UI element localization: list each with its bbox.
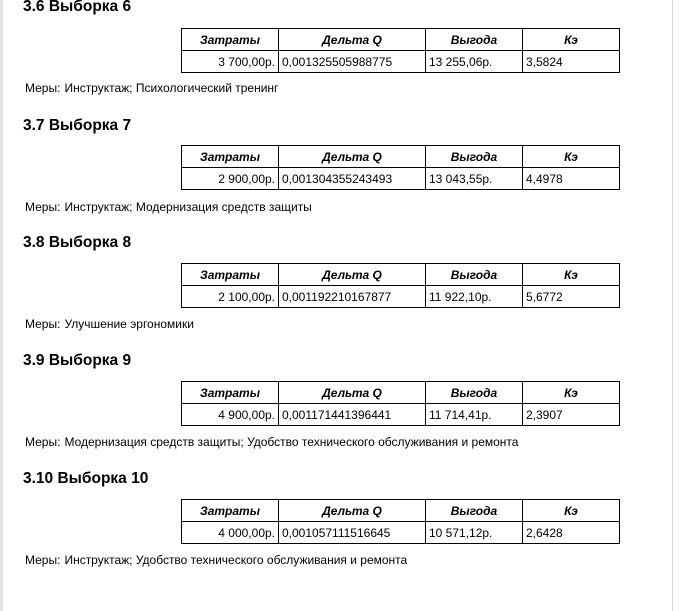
measures-label: Меры: (25, 317, 61, 331)
section-title: 3.7 Выборка 7 (23, 117, 132, 134)
measures-label: Меры: (25, 200, 61, 214)
table-row (182, 286, 620, 308)
cell-ke: 3,5824 (523, 51, 620, 73)
cell-ke: 5,6772 (523, 286, 620, 308)
cell-benefit: 11 714,41р. (426, 404, 523, 426)
cell-ke: 2,6428 (523, 522, 620, 544)
cell-delta-q: 0,001171441396441 (279, 404, 426, 426)
page-right-border (672, 0, 673, 611)
table-header-row (182, 500, 620, 522)
measures-line (25, 81, 278, 95)
column-header-ke: Кэ (523, 500, 620, 522)
measures-text: Инструктаж; Психологический тренинг (64, 81, 279, 95)
section-title: 3.10 Выборка 10 (23, 470, 149, 487)
table-row (182, 51, 620, 73)
measures-label: Меры: (25, 435, 61, 449)
measures-line (25, 435, 518, 449)
measures-text: Улучшение эргономики (64, 317, 194, 331)
table-header-row (182, 146, 620, 168)
measures-line (25, 200, 312, 214)
cell-delta-q: 0,001325505988775 (279, 51, 426, 73)
measures-label: Меры: (25, 553, 61, 567)
cell-cost: 3 700,00р. (182, 51, 279, 73)
section-title: 3.9 Выборка 9 (23, 352, 132, 369)
measures-text: Инструктаж; Удобство технического обслуживания и ремонта (64, 553, 408, 567)
cell-benefit: 10 571,12р. (426, 522, 523, 544)
column-header-delta-q: Дельта Q (279, 264, 426, 286)
cell-benefit: 11 922,10р. (426, 286, 523, 308)
column-header-ke: Кэ (523, 146, 620, 168)
column-header-benefit: Выгода (426, 500, 523, 522)
column-header-benefit: Выгода (426, 264, 523, 286)
measures-text: Модернизация средств защиты; Удобство технического обслуживания и ремонта (64, 435, 519, 449)
results-table (181, 499, 620, 544)
measures-text: Инструктаж; Модернизация средств защиты (64, 200, 312, 214)
page-left-border (0, 0, 3, 611)
column-header-ke: Кэ (523, 264, 620, 286)
table-row (182, 522, 620, 544)
measures-label: Меры: (25, 81, 61, 95)
cell-delta-q: 0,001192210167877 (279, 286, 426, 308)
cell-benefit: 13 043,55р. (426, 168, 523, 190)
cell-ke: 4,4978 (523, 168, 620, 190)
section-title: 3.6 Выборка 6 (23, 0, 132, 15)
cell-cost: 2 900,00р. (182, 168, 279, 190)
results-table (181, 28, 620, 73)
column-header-ke: Кэ (523, 29, 620, 51)
column-header-cost: Затраты (182, 382, 279, 404)
cell-delta-q: 0,001057111516645 (279, 522, 426, 544)
column-header-ke: Кэ (523, 382, 620, 404)
cell-cost: 2 100,00р. (182, 286, 279, 308)
results-table (181, 381, 620, 426)
measures-line (25, 553, 407, 567)
column-header-cost: Затраты (182, 29, 279, 51)
table-row (182, 404, 620, 426)
column-header-delta-q: Дельта Q (279, 500, 426, 522)
table-header-row (182, 264, 620, 286)
column-header-benefit: Выгода (426, 146, 523, 168)
column-header-delta-q: Дельта Q (279, 382, 426, 404)
cell-ke: 2,3907 (523, 404, 620, 426)
column-header-cost: Затраты (182, 500, 279, 522)
column-header-delta-q: Дельта Q (279, 29, 426, 51)
section-title: 3.8 Выборка 8 (23, 234, 132, 251)
column-header-cost: Затраты (182, 146, 279, 168)
results-table (181, 263, 620, 308)
column-header-benefit: Выгода (426, 382, 523, 404)
measures-line (25, 317, 194, 331)
cell-cost: 4 000,00р. (182, 522, 279, 544)
cell-benefit: 13 255,06р. (426, 51, 523, 73)
table-row (182, 168, 620, 190)
cell-delta-q: 0,001304355243493 (279, 168, 426, 190)
column-header-cost: Затраты (182, 264, 279, 286)
column-header-delta-q: Дельта Q (279, 146, 426, 168)
results-table (181, 145, 620, 190)
cell-cost: 4 900,00р. (182, 404, 279, 426)
column-header-benefit: Выгода (426, 29, 523, 51)
table-header-row (182, 29, 620, 51)
table-header-row (182, 382, 620, 404)
